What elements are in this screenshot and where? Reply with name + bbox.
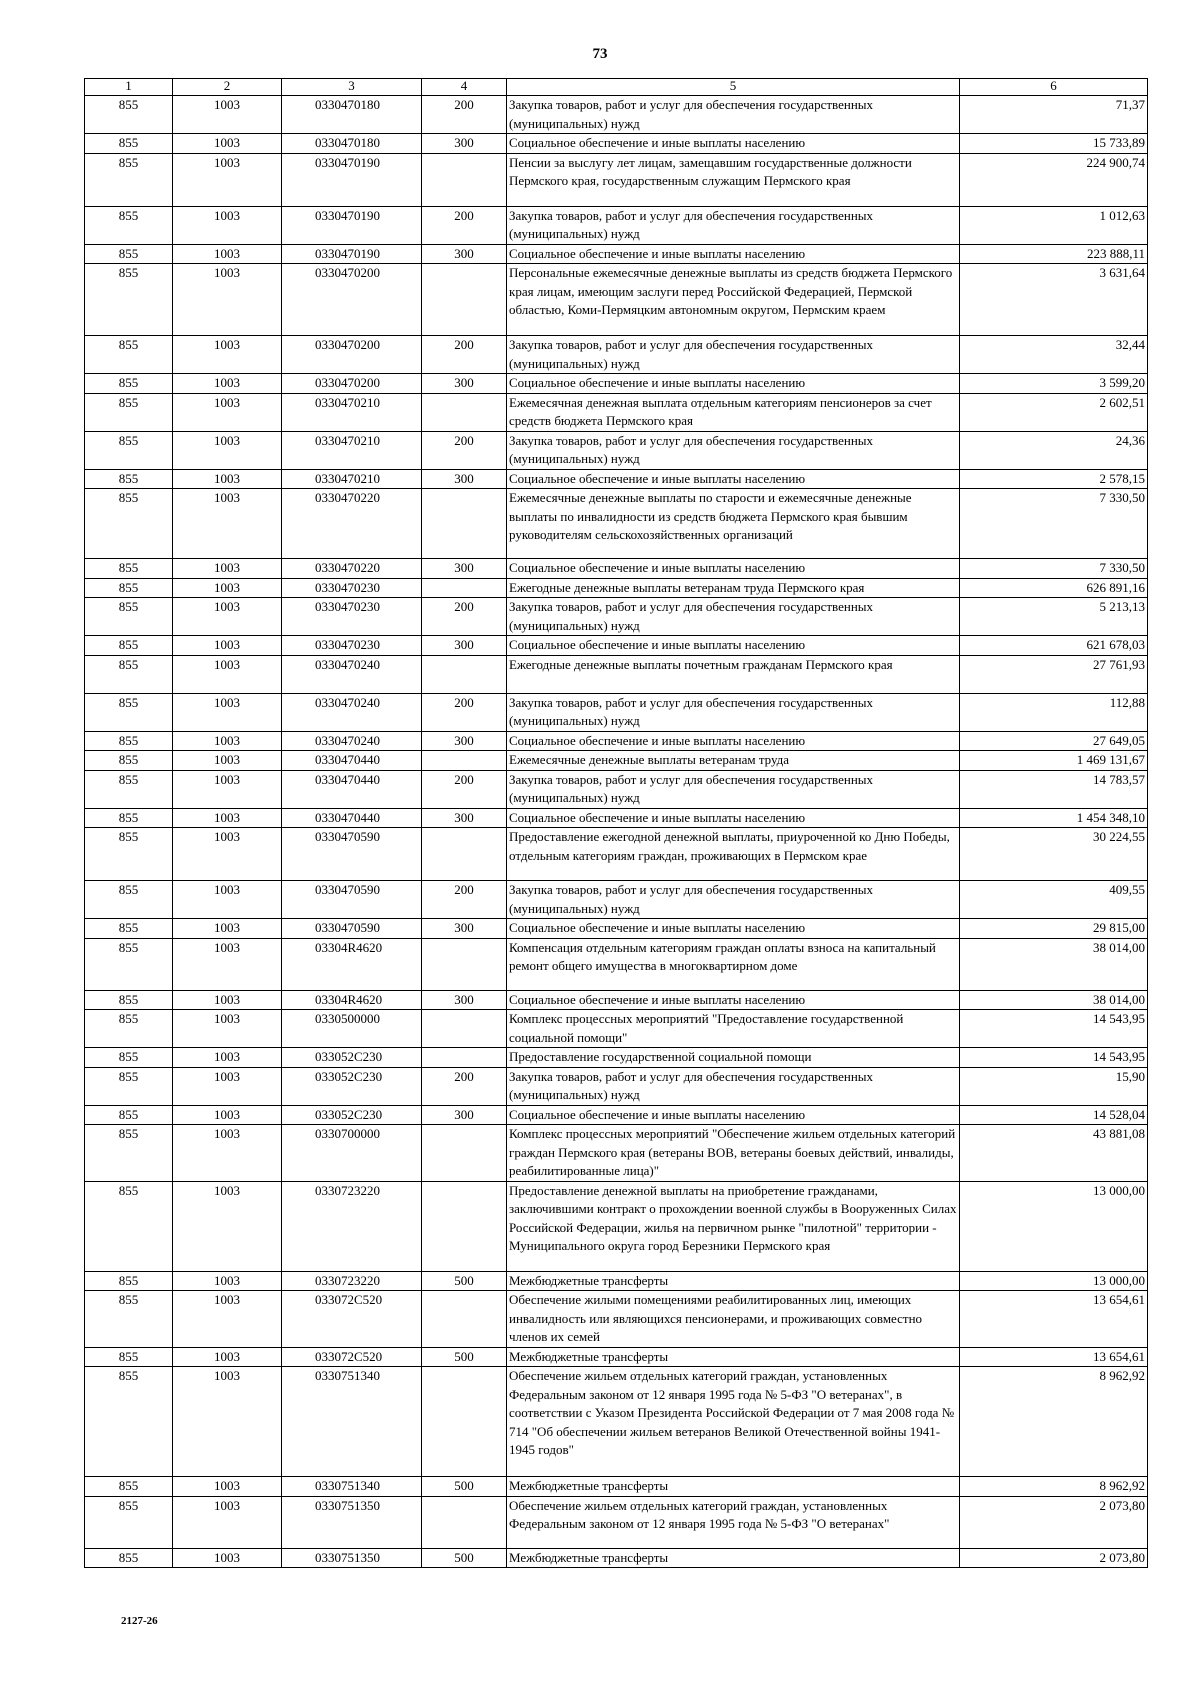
document-code: 2127-26 <box>121 1615 158 1627</box>
section-code-cell: 1003 <box>173 751 282 771</box>
expense-type-cell <box>422 751 507 771</box>
budget-table <box>84 78 1148 1568</box>
grbs-code-cell: 855 <box>85 336 173 374</box>
target-article-cell: 0330470240 <box>282 693 422 731</box>
expense-type-cell <box>422 938 507 990</box>
expense-type-cell <box>422 655 507 693</box>
target-article-cell: 0330470200 <box>282 264 422 336</box>
expense-type-cell: 200 <box>422 96 507 134</box>
expense-type-cell <box>422 1367 507 1477</box>
table-row <box>85 1125 1148 1182</box>
amount-cell: 14 528,04 <box>960 1105 1148 1125</box>
table-row <box>85 1477 1148 1497</box>
grbs-code-cell: 855 <box>85 244 173 264</box>
description-cell: Межбюджетные трансферты <box>507 1347 960 1367</box>
amount-cell: 2 073,80 <box>960 1496 1148 1548</box>
target-article-cell: 0330470230 <box>282 578 422 598</box>
grbs-code-cell: 855 <box>85 393 173 431</box>
grbs-code-cell: 855 <box>85 1477 173 1497</box>
amount-cell: 13 654,61 <box>960 1347 1148 1367</box>
amount-cell: 13 000,00 <box>960 1271 1148 1291</box>
target-article-cell: 033052С230 <box>282 1048 422 1068</box>
section-code-cell: 1003 <box>173 374 282 394</box>
section-code-cell: 1003 <box>173 919 282 939</box>
amount-cell: 2 602,51 <box>960 393 1148 431</box>
target-article-cell: 0330751350 <box>282 1548 422 1568</box>
expense-type-cell: 300 <box>422 244 507 264</box>
grbs-code-cell: 855 <box>85 655 173 693</box>
description-cell: Предоставление государственной социальной помощи <box>507 1048 960 1068</box>
table-row <box>85 469 1148 489</box>
section-code-cell: 1003 <box>173 1367 282 1477</box>
amount-cell: 14 783,57 <box>960 770 1148 808</box>
amount-cell: 29 815,00 <box>960 919 1148 939</box>
header-col-6: 6 <box>960 79 1148 96</box>
description-cell: Предоставление ежегодной денежной выплаты, приуроченной ко Дню Победы, отдельным категориям граждан, проживающих в Пермском крае <box>507 828 960 881</box>
grbs-code-cell: 855 <box>85 1010 173 1048</box>
section-code-cell: 1003 <box>173 1347 282 1367</box>
table-row <box>85 990 1148 1010</box>
grbs-code-cell: 855 <box>85 938 173 990</box>
target-article-cell: 03304R4620 <box>282 990 422 1010</box>
description-cell: Обеспечение жильем отдельных категорий граждан, установленных Федеральным законом от 12 января 1995 года № 5-ФЗ "О ветеранах" <box>507 1496 960 1548</box>
description-cell: Закупка товаров, работ и услуг для обеспечения государственных (муниципальных) нужд <box>507 96 960 134</box>
target-article-cell: 0330470440 <box>282 808 422 828</box>
table-row <box>85 1067 1148 1105</box>
amount-cell: 1 012,63 <box>960 206 1148 244</box>
grbs-code-cell: 855 <box>85 1067 173 1105</box>
section-code-cell: 1003 <box>173 134 282 154</box>
expense-type-cell: 500 <box>422 1347 507 1367</box>
section-code-cell: 1003 <box>173 1291 282 1348</box>
grbs-code-cell: 855 <box>85 919 173 939</box>
grbs-code-cell: 855 <box>85 1367 173 1477</box>
expense-type-cell <box>422 1181 507 1271</box>
header-col-5: 5 <box>507 79 960 96</box>
target-article-cell: 033052С230 <box>282 1067 422 1105</box>
table-row <box>85 1548 1148 1568</box>
description-cell: Социальное обеспечение и иные выплаты населению <box>507 134 960 154</box>
amount-cell: 112,88 <box>960 693 1148 731</box>
grbs-code-cell: 855 <box>85 264 173 336</box>
amount-cell: 5 213,13 <box>960 598 1148 636</box>
target-article-cell: 0330751350 <box>282 1496 422 1548</box>
grbs-code-cell: 855 <box>85 731 173 751</box>
amount-cell: 8 962,92 <box>960 1367 1148 1477</box>
amount-cell: 224 900,74 <box>960 153 1148 206</box>
grbs-code-cell: 855 <box>85 96 173 134</box>
section-code-cell: 1003 <box>173 1548 282 1568</box>
section-code-cell: 1003 <box>173 393 282 431</box>
table-row <box>85 393 1148 431</box>
amount-cell: 15,90 <box>960 1067 1148 1105</box>
amount-cell: 7 330,50 <box>960 489 1148 559</box>
section-code-cell: 1003 <box>173 1271 282 1291</box>
expense-type-cell: 200 <box>422 770 507 808</box>
target-article-cell: 0330470590 <box>282 828 422 881</box>
target-article-cell: 0330470440 <box>282 751 422 771</box>
section-code-cell: 1003 <box>173 96 282 134</box>
table-row <box>85 919 1148 939</box>
target-article-cell: 0330470180 <box>282 96 422 134</box>
table-row <box>85 1496 1148 1548</box>
description-cell: Закупка товаров, работ и услуг для обеспечения государственных (муниципальных) нужд <box>507 693 960 731</box>
table-row <box>85 489 1148 559</box>
header-col-1: 1 <box>85 79 173 96</box>
section-code-cell: 1003 <box>173 1105 282 1125</box>
table-row <box>85 264 1148 336</box>
section-code-cell: 1003 <box>173 770 282 808</box>
target-article-cell: 0330470190 <box>282 206 422 244</box>
grbs-code-cell: 855 <box>85 1105 173 1125</box>
description-cell: Обеспечение жильем отдельных категорий граждан, установленных Федеральным законом от 12 января 1995 года № 5-ФЗ "О ветеранах", в соответствии с Указом Президента Российской Федерации от 7 мая 2008 года № 714 "Об обеспечении жильем ветеранов Великой Отечественной войны 1941-1945 годов" <box>507 1367 960 1477</box>
table-row <box>85 938 1148 990</box>
table-row <box>85 828 1148 881</box>
target-article-cell: 0330470440 <box>282 770 422 808</box>
table-row <box>85 559 1148 579</box>
description-cell: Социальное обеспечение и иные выплаты населению <box>507 244 960 264</box>
amount-cell: 13 000,00 <box>960 1181 1148 1271</box>
table-row <box>85 153 1148 206</box>
expense-type-cell <box>422 828 507 881</box>
section-code-cell: 1003 <box>173 336 282 374</box>
header-col-3: 3 <box>282 79 422 96</box>
target-article-cell: 0330470210 <box>282 469 422 489</box>
section-code-cell: 1003 <box>173 1067 282 1105</box>
table-row <box>85 374 1148 394</box>
section-code-cell: 1003 <box>173 731 282 751</box>
expense-type-cell <box>422 1291 507 1348</box>
section-code-cell: 1003 <box>173 1496 282 1548</box>
section-code-cell: 1003 <box>173 559 282 579</box>
description-cell: Компенсация отдельным категориям граждан оплаты взноса на капитальный ремонт общего имущества в многоквартирном доме <box>507 938 960 990</box>
section-code-cell: 1003 <box>173 489 282 559</box>
expense-type-cell: 200 <box>422 431 507 469</box>
description-cell: Закупка товаров, работ и услуг для обеспечения государственных (муниципальных) нужд <box>507 770 960 808</box>
amount-cell: 1 454 348,10 <box>960 808 1148 828</box>
grbs-code-cell: 855 <box>85 751 173 771</box>
description-cell: Социальное обеспечение и иные выплаты населению <box>507 731 960 751</box>
grbs-code-cell: 855 <box>85 881 173 919</box>
amount-cell: 409,55 <box>960 881 1148 919</box>
description-cell: Предоставление денежной выплаты на приобретение гражданами, заключившими контракт о прохождении военной службы в Вооруженных Силах Российской Федерации, жилья на первичном рынке "пилотной" территории - Муниципального округа город Березники Пермского края <box>507 1181 960 1271</box>
target-article-cell: 0330470190 <box>282 244 422 264</box>
target-article-cell: 0330751340 <box>282 1477 422 1497</box>
header-row <box>85 79 1148 96</box>
section-code-cell: 1003 <box>173 1181 282 1271</box>
table-row <box>85 1367 1148 1477</box>
description-cell: Закупка товаров, работ и услуг для обеспечения государственных (муниципальных) нужд <box>507 881 960 919</box>
description-cell: Обеспечение жилыми помещениями реабилитированных лиц, имеющих инвалидность или являющихся пенсионерами, и проживающих совместно членов их семей <box>507 1291 960 1348</box>
description-cell: Межбюджетные трансферты <box>507 1271 960 1291</box>
amount-cell: 1 469 131,67 <box>960 751 1148 771</box>
amount-cell: 2 073,80 <box>960 1548 1148 1568</box>
expense-type-cell <box>422 393 507 431</box>
description-cell: Социальное обеспечение и иные выплаты населению <box>507 1105 960 1125</box>
table-row <box>85 1271 1148 1291</box>
grbs-code-cell: 855 <box>85 636 173 656</box>
description-cell: Закупка товаров, работ и услуг для обеспечения государственных (муниципальных) нужд <box>507 206 960 244</box>
table-row <box>85 655 1148 693</box>
section-code-cell: 1003 <box>173 655 282 693</box>
amount-cell: 14 543,95 <box>960 1048 1148 1068</box>
grbs-code-cell: 855 <box>85 1291 173 1348</box>
table-row <box>85 1048 1148 1068</box>
amount-cell: 3 631,64 <box>960 264 1148 336</box>
target-article-cell: 03304R4620 <box>282 938 422 990</box>
expense-type-cell <box>422 489 507 559</box>
description-cell: Комплекс процессных мероприятий "Обеспечение жильем отдельных категорий граждан Пермского края (ветераны ВОВ, ветераны боевых действий, инвалиды, реабилитированные лица)" <box>507 1125 960 1182</box>
grbs-code-cell: 855 <box>85 1271 173 1291</box>
expense-type-cell <box>422 1125 507 1182</box>
target-article-cell: 0330723220 <box>282 1181 422 1271</box>
amount-cell: 15 733,89 <box>960 134 1148 154</box>
amount-cell: 38 014,00 <box>960 990 1148 1010</box>
expense-type-cell: 300 <box>422 990 507 1010</box>
amount-cell: 43 881,08 <box>960 1125 1148 1182</box>
grbs-code-cell: 855 <box>85 153 173 206</box>
description-cell: Межбюджетные трансферты <box>507 1548 960 1568</box>
table-row <box>85 808 1148 828</box>
table-header <box>85 79 1148 96</box>
page-number: 73 <box>592 46 608 62</box>
expense-type-cell: 200 <box>422 336 507 374</box>
table-row <box>85 636 1148 656</box>
target-article-cell: 0330751340 <box>282 1367 422 1477</box>
expense-type-cell: 300 <box>422 808 507 828</box>
expense-type-cell: 500 <box>422 1548 507 1568</box>
amount-cell: 24,36 <box>960 431 1148 469</box>
expense-type-cell: 200 <box>422 598 507 636</box>
grbs-code-cell: 855 <box>85 1496 173 1548</box>
section-code-cell: 1003 <box>173 264 282 336</box>
description-cell: Закупка товаров, работ и услуг для обеспечения государственных (муниципальных) нужд <box>507 598 960 636</box>
description-cell: Ежемесячные денежные выплаты ветеранам труда <box>507 751 960 771</box>
table-row <box>85 1105 1148 1125</box>
grbs-code-cell: 855 <box>85 134 173 154</box>
target-article-cell: 0330470240 <box>282 655 422 693</box>
table-row <box>85 96 1148 134</box>
target-article-cell: 0330470200 <box>282 374 422 394</box>
description-cell: Ежегодные денежные выплаты почетным гражданам Пермского края <box>507 655 960 693</box>
grbs-code-cell: 855 <box>85 1048 173 1068</box>
target-article-cell: 0330470230 <box>282 636 422 656</box>
section-code-cell: 1003 <box>173 578 282 598</box>
description-cell: Закупка товаров, работ и услуг для обеспечения государственных (муниципальных) нужд <box>507 1067 960 1105</box>
section-code-cell: 1003 <box>173 881 282 919</box>
target-article-cell: 0330470220 <box>282 489 422 559</box>
grbs-code-cell: 855 <box>85 206 173 244</box>
section-code-cell: 1003 <box>173 990 282 1010</box>
amount-cell: 14 543,95 <box>960 1010 1148 1048</box>
grbs-code-cell: 855 <box>85 559 173 579</box>
section-code-cell: 1003 <box>173 1477 282 1497</box>
section-code-cell: 1003 <box>173 828 282 881</box>
amount-cell: 71,37 <box>960 96 1148 134</box>
expense-type-cell: 500 <box>422 1271 507 1291</box>
expense-type-cell: 300 <box>422 134 507 154</box>
description-cell: Социальное обеспечение и иные выплаты населению <box>507 469 960 489</box>
target-article-cell: 033072С520 <box>282 1347 422 1367</box>
expense-type-cell: 300 <box>422 374 507 394</box>
table-row <box>85 693 1148 731</box>
target-article-cell: 0330470590 <box>282 881 422 919</box>
amount-cell: 8 962,92 <box>960 1477 1148 1497</box>
section-code-cell: 1003 <box>173 808 282 828</box>
expense-type-cell: 200 <box>422 693 507 731</box>
description-cell: Ежегодные денежные выплаты ветеранам труда Пермского края <box>507 578 960 598</box>
amount-cell: 7 330,50 <box>960 559 1148 579</box>
description-cell: Закупка товаров, работ и услуг для обеспечения государственных (муниципальных) нужд <box>507 336 960 374</box>
expense-type-cell: 300 <box>422 731 507 751</box>
section-code-cell: 1003 <box>173 1010 282 1048</box>
target-article-cell: 0330700000 <box>282 1125 422 1182</box>
expense-type-cell <box>422 264 507 336</box>
grbs-code-cell: 855 <box>85 770 173 808</box>
section-code-cell: 1003 <box>173 636 282 656</box>
section-code-cell: 1003 <box>173 153 282 206</box>
grbs-code-cell: 855 <box>85 469 173 489</box>
description-cell: Социальное обеспечение и иные выплаты населению <box>507 559 960 579</box>
table-row <box>85 134 1148 154</box>
amount-cell: 32,44 <box>960 336 1148 374</box>
description-cell: Комплекс процессных мероприятий "Предоставление государственной социальной помощи" <box>507 1010 960 1048</box>
grbs-code-cell: 855 <box>85 1181 173 1271</box>
description-cell: Ежемесячные денежные выплаты по старости и ежемесячные денежные выплаты по инвалидности из средств бюджета Пермского края бывшим руководителям сельскохозяйственных организаций <box>507 489 960 559</box>
target-article-cell: 0330470220 <box>282 559 422 579</box>
section-code-cell: 1003 <box>173 938 282 990</box>
section-code-cell: 1003 <box>173 598 282 636</box>
description-cell: Социальное обеспечение и иные выплаты населению <box>507 808 960 828</box>
table-row <box>85 244 1148 264</box>
section-code-cell: 1003 <box>173 1048 282 1068</box>
description-cell: Персональные ежемесячные денежные выплаты из средств бюджета Пермского края лицам, имеющим заслуги перед Российской Федерацией, Пермской областью, Коми-Пермяцким автономным округом, Пермским краем <box>507 264 960 336</box>
expense-type-cell <box>422 1496 507 1548</box>
table-row <box>85 431 1148 469</box>
grbs-code-cell: 855 <box>85 808 173 828</box>
section-code-cell: 1003 <box>173 469 282 489</box>
target-article-cell: 0330723220 <box>282 1271 422 1291</box>
target-article-cell: 0330470210 <box>282 393 422 431</box>
target-article-cell: 0330500000 <box>282 1010 422 1048</box>
grbs-code-cell: 855 <box>85 598 173 636</box>
description-cell: Ежемесячная денежная выплата отдельным категориям пенсионеров за счет средств бюджета Пермского края <box>507 393 960 431</box>
grbs-code-cell: 855 <box>85 374 173 394</box>
expense-type-cell: 300 <box>422 636 507 656</box>
expense-type-cell <box>422 153 507 206</box>
header-col-2: 2 <box>173 79 282 96</box>
header-col-4: 4 <box>422 79 507 96</box>
table-row <box>85 578 1148 598</box>
amount-cell: 3 599,20 <box>960 374 1148 394</box>
target-article-cell: 0330470180 <box>282 134 422 154</box>
amount-cell: 223 888,11 <box>960 244 1148 264</box>
target-article-cell: 0330470190 <box>282 153 422 206</box>
table-row <box>85 336 1148 374</box>
section-code-cell: 1003 <box>173 244 282 264</box>
description-cell: Социальное обеспечение и иные выплаты населению <box>507 374 960 394</box>
amount-cell: 2 578,15 <box>960 469 1148 489</box>
expense-type-cell <box>422 1048 507 1068</box>
amount-cell: 621 678,03 <box>960 636 1148 656</box>
section-code-cell: 1003 <box>173 693 282 731</box>
target-article-cell: 0330470200 <box>282 336 422 374</box>
table-row <box>85 1010 1148 1048</box>
expense-type-cell: 300 <box>422 469 507 489</box>
amount-cell: 13 654,61 <box>960 1291 1148 1348</box>
description-cell: Закупка товаров, работ и услуг для обеспечения государственных (муниципальных) нужд <box>507 431 960 469</box>
grbs-code-cell: 855 <box>85 693 173 731</box>
table-row <box>85 598 1148 636</box>
description-cell: Социальное обеспечение и иные выплаты населению <box>507 990 960 1010</box>
grbs-code-cell: 855 <box>85 489 173 559</box>
table-body <box>85 96 1148 1568</box>
amount-cell: 626 891,16 <box>960 578 1148 598</box>
amount-cell: 27 761,93 <box>960 655 1148 693</box>
section-code-cell: 1003 <box>173 431 282 469</box>
expense-type-cell: 200 <box>422 206 507 244</box>
description-cell: Социальное обеспечение и иные выплаты населению <box>507 636 960 656</box>
grbs-code-cell: 855 <box>85 431 173 469</box>
grbs-code-cell: 855 <box>85 828 173 881</box>
expense-type-cell: 300 <box>422 1105 507 1125</box>
amount-cell: 30 224,55 <box>960 828 1148 881</box>
grbs-code-cell: 855 <box>85 990 173 1010</box>
target-article-cell: 033072С520 <box>282 1291 422 1348</box>
expense-type-cell: 500 <box>422 1477 507 1497</box>
table-row <box>85 770 1148 808</box>
grbs-code-cell: 855 <box>85 1548 173 1568</box>
table-row <box>85 731 1148 751</box>
section-code-cell: 1003 <box>173 1125 282 1182</box>
target-article-cell: 033052С230 <box>282 1105 422 1125</box>
table-row <box>85 1347 1148 1367</box>
expense-type-cell: 200 <box>422 1067 507 1105</box>
section-code-cell: 1003 <box>173 206 282 244</box>
expense-type-cell <box>422 1010 507 1048</box>
amount-cell: 38 014,00 <box>960 938 1148 990</box>
expense-type-cell: 300 <box>422 919 507 939</box>
expense-type-cell: 300 <box>422 559 507 579</box>
table-row <box>85 1291 1148 1348</box>
target-article-cell: 0330470230 <box>282 598 422 636</box>
expense-type-cell <box>422 578 507 598</box>
expense-type-cell: 200 <box>422 881 507 919</box>
table-row <box>85 881 1148 919</box>
target-article-cell: 0330470210 <box>282 431 422 469</box>
grbs-code-cell: 855 <box>85 1347 173 1367</box>
target-article-cell: 0330470240 <box>282 731 422 751</box>
table-row <box>85 751 1148 771</box>
table-row <box>85 206 1148 244</box>
description-cell: Межбюджетные трансферты <box>507 1477 960 1497</box>
description-cell: Социальное обеспечение и иные выплаты населению <box>507 919 960 939</box>
target-article-cell: 0330470590 <box>282 919 422 939</box>
amount-cell: 27 649,05 <box>960 731 1148 751</box>
grbs-code-cell: 855 <box>85 1125 173 1182</box>
description-cell: Пенсии за выслугу лет лицам, замещавшим государственные должности Пермского края, государственным служащим Пермского края <box>507 153 960 206</box>
table-row <box>85 1181 1148 1271</box>
grbs-code-cell: 855 <box>85 578 173 598</box>
